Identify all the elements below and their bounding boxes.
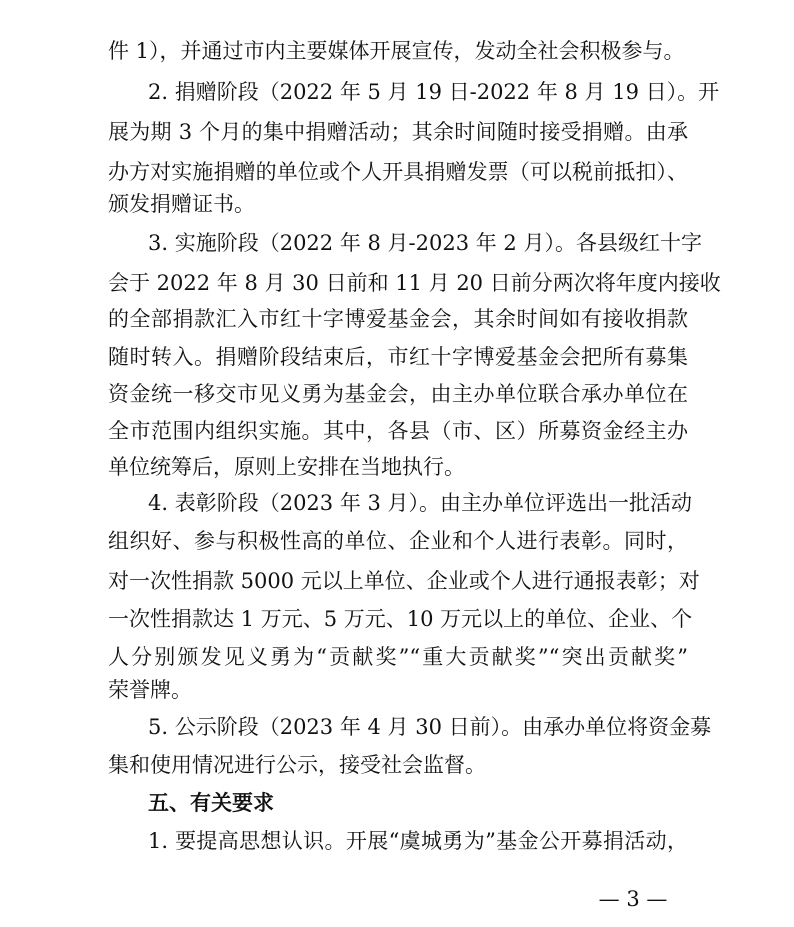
text-line: 人分别颁发见义勇为“贡献奖”“重大贡献奖”“突出贡献奖” bbox=[108, 645, 688, 669]
text-line: 的全部捐款汇入市红十字博爱基金会，其余时间如有接收捐款 bbox=[108, 307, 688, 331]
text-line: 办方对实施捐赠的单位或个人开具捐赠发票（可以税前抵扣）、 bbox=[108, 160, 688, 184]
text-line: 组织好、参与积极性高的单位、企业和个人进行表彰。同时， bbox=[108, 529, 688, 553]
section-heading-requirements: 五、有关要求 bbox=[148, 791, 274, 815]
text-line-publicity-stage: 5. 公示阶段（2023 年 4 月 30 日前）。由承办单位将资金募 bbox=[148, 715, 712, 739]
text-line-donation-stage: 2. 捐赠阶段（2022 年 5 月 19 日-2022 年 8 月 19 日）。开 bbox=[148, 80, 720, 104]
text-line-commendation-stage: 4. 表彰阶段（2023 年 3 月）。由主办单位评选出一批活动 bbox=[148, 491, 693, 515]
text-line: 随时转入。捐赠阶段结束后，市红十字博爱基金会把所有募集 bbox=[108, 345, 688, 369]
text-line: 对一次性捐款 5000 元以上单位、企业或个人进行通报表彰；对 bbox=[108, 569, 700, 593]
text-line: 颁发捐赠证书。 bbox=[108, 192, 255, 216]
text-line-continuation: 件 1），并通过市内主要媒体开展宣传，发动全社会积极参与。 bbox=[108, 39, 685, 63]
text-line: 单位统筹后，原则上安排在当地执行。 bbox=[108, 455, 465, 479]
text-line-requirement-1: 1. 要提高思想认识。开展“虞城勇为”基金公开募捐活动， bbox=[148, 829, 688, 853]
text-line-implementation-stage: 3. 实施阶段（2022 年 8 月-2023 年 2 月）。各县级红十字 bbox=[148, 231, 702, 255]
page-number: — 3 — bbox=[598, 887, 668, 911]
text-line: 荣誉牌。 bbox=[108, 678, 192, 702]
text-line: 集和使用情况进行公示，接受社会监督。 bbox=[108, 753, 486, 777]
text-line: 资金统一移交市见义勇为基金会，由主办单位联合承办单位在 bbox=[108, 382, 688, 406]
text-line: 会于 2022 年 8 月 30 日前和 11 月 20 日前分两次将年度内接收 bbox=[108, 271, 721, 295]
text-line: 展为期 3 个月的集中捐赠活动；其余时间随时接受捐赠。由承 bbox=[108, 120, 688, 144]
text-line: 全市范围内组织实施。其中，各县（市、区）所募资金经主办 bbox=[108, 419, 688, 443]
text-line: 一次性捐款达 1 万元、5 万元、10 万元以上的单位、企业、个 bbox=[108, 607, 693, 631]
